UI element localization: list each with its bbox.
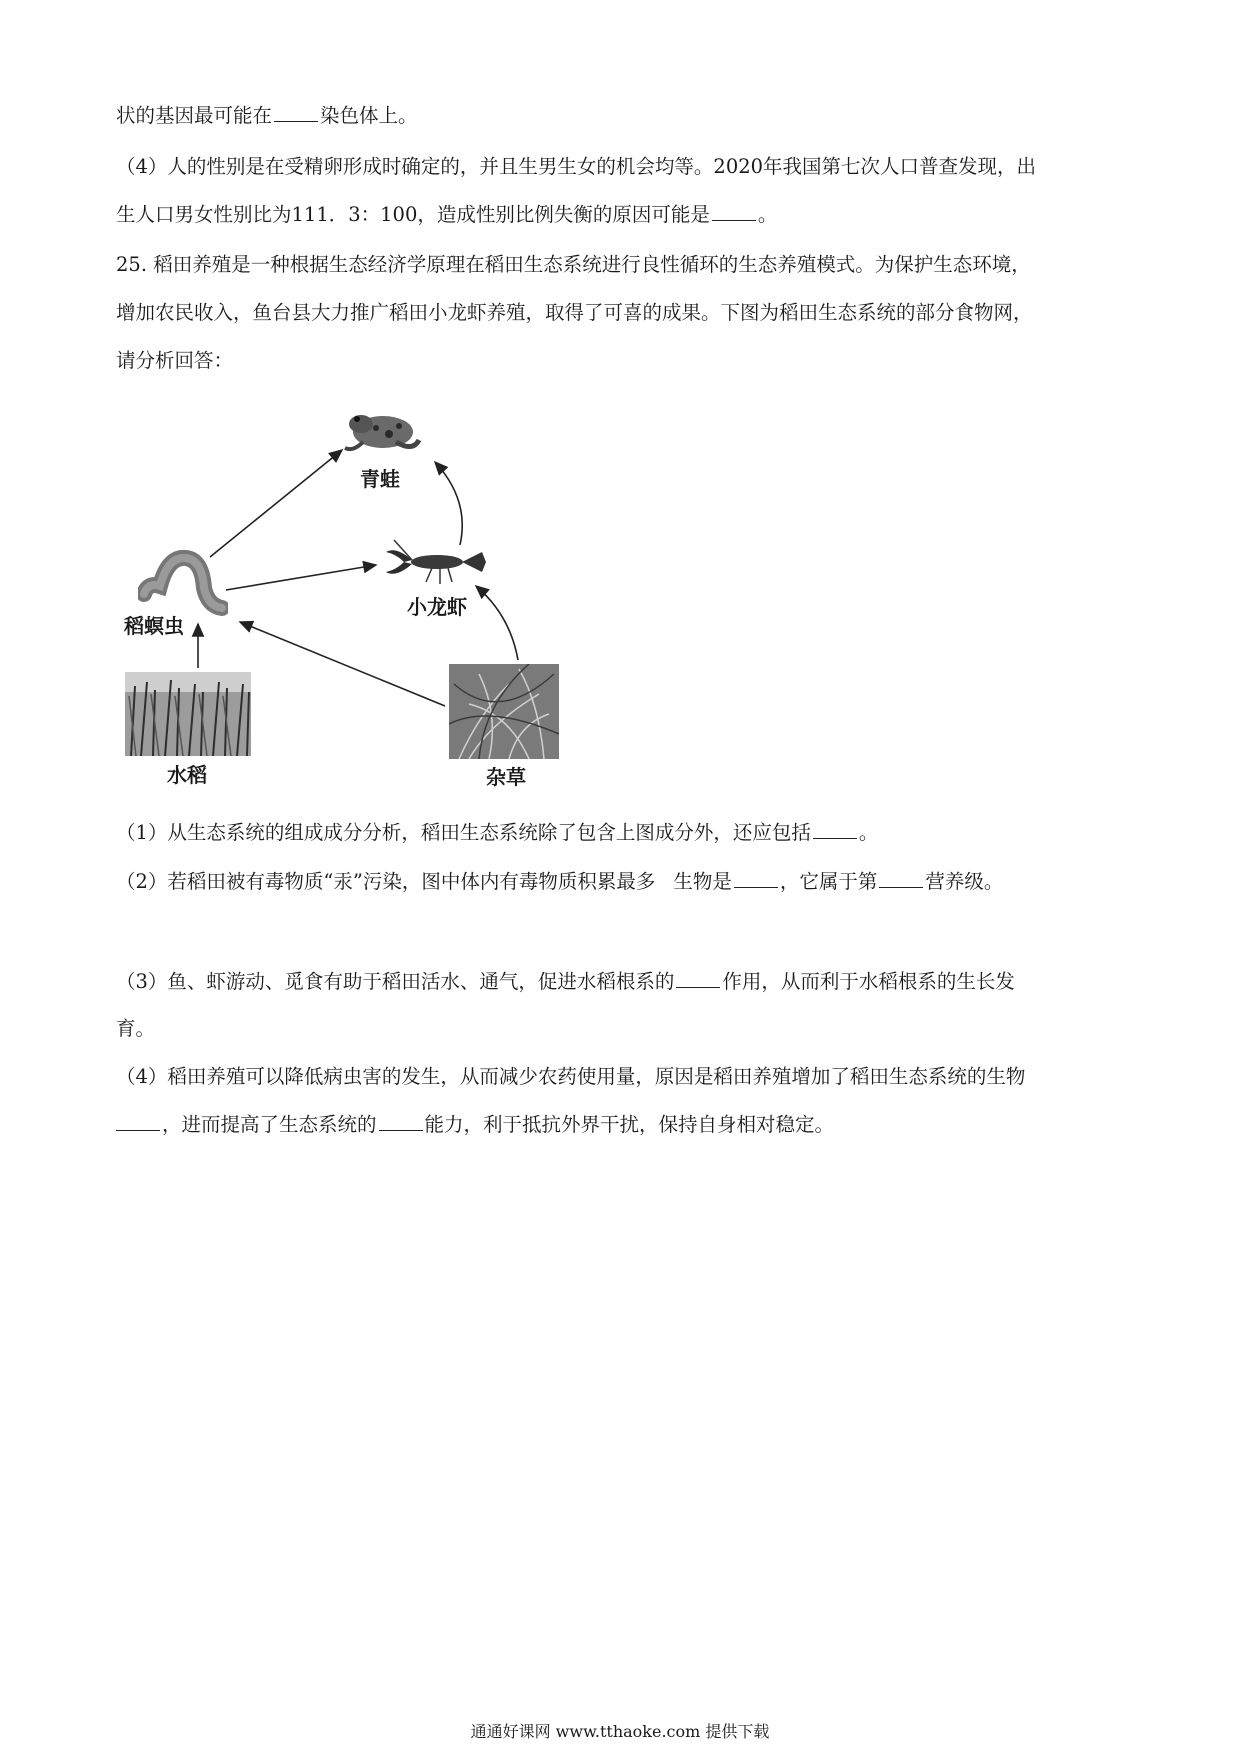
text-line-3: 生人口男女性别比为111．3：100，造成性别比例失衡的原因可能是 。 xyxy=(116,203,778,226)
question-25-intro-2: 增加农民收入，鱼台县大力推广稻田小龙虾养殖，取得了可喜的成果。下图为稻田生态系统的部分食物网， xyxy=(116,301,1033,324)
arrow-borer-to-crayfish xyxy=(226,565,376,590)
frog-label: 青蛙 xyxy=(360,467,400,491)
rice-borer-label: 稻螟虫 xyxy=(124,614,184,638)
answer-blank[interactable] xyxy=(734,869,778,888)
question-25-intro-1: 25. 稻田养殖是一种根据生态经济学原理在稻田生态系统进行良性循环的生态养殖模式。为保护生态环境， xyxy=(116,253,1031,276)
arrow-crayfish-to-frog xyxy=(435,462,462,545)
answer-blank[interactable] xyxy=(712,202,756,221)
answer-blank[interactable] xyxy=(676,969,720,988)
arrow-weed-to-borer xyxy=(240,622,445,706)
question-4: （4）稻田养殖可以降低病虫害的发生，从而减少农药使用量，原因是稻田养殖增加了稻田生态系统的生物 xyxy=(116,1065,1026,1088)
page-footer: 通通好课网 www.tthaoke.com 提供下载 xyxy=(470,1722,770,1741)
answer-blank[interactable] xyxy=(379,1112,423,1131)
answer-blank[interactable] xyxy=(879,869,923,888)
answer-blank[interactable] xyxy=(274,103,318,122)
question-2: （2）若稻田被有毒物质“汞”污染，图中体内有毒物质积累最多 生物是 ，它属于第 营养级。 xyxy=(116,870,1004,893)
question-4-cont: ，进而提高了生态系统的 能力，利于抵抗外界干扰，保持自身相对稳定。 xyxy=(116,1112,834,1138)
question-3: （3）鱼、虾游动、觅食有助于稻田活水、通气，促进水稻根系的 作用，从而利于水稻根系的生长发 xyxy=(116,970,1015,993)
text-line-2: （4）人的性别是在受精卵形成时确定的，并且生男生女的机会均等。2020年我国第七次人口普查发现，出 xyxy=(116,155,1037,178)
question-1: （1）从生态系统的组成成分分析，稻田生态系统除了包含上图成分外，还应包括 。 xyxy=(116,821,879,844)
rice-image xyxy=(125,672,251,756)
question-3-cont: 育。 xyxy=(116,1017,156,1040)
answer-blank[interactable] xyxy=(813,820,857,839)
frog-image xyxy=(341,402,421,458)
rice-borer-image xyxy=(138,548,228,616)
crayfish-image xyxy=(382,534,490,590)
question-25-intro-3: 请分析回答： xyxy=(116,349,234,372)
crayfish-label: 小龙虾 xyxy=(407,595,467,619)
weed-label: 杂草 xyxy=(486,765,526,789)
text-line-1: 状的基因最可能在 染色体上。 xyxy=(116,104,418,127)
rice-label: 水稻 xyxy=(167,763,207,787)
weed-image xyxy=(449,664,559,759)
answer-blank[interactable] xyxy=(116,1112,160,1131)
arrow-borer-to-frog xyxy=(210,450,342,557)
arrow-weed-to-crayfish xyxy=(476,586,518,660)
